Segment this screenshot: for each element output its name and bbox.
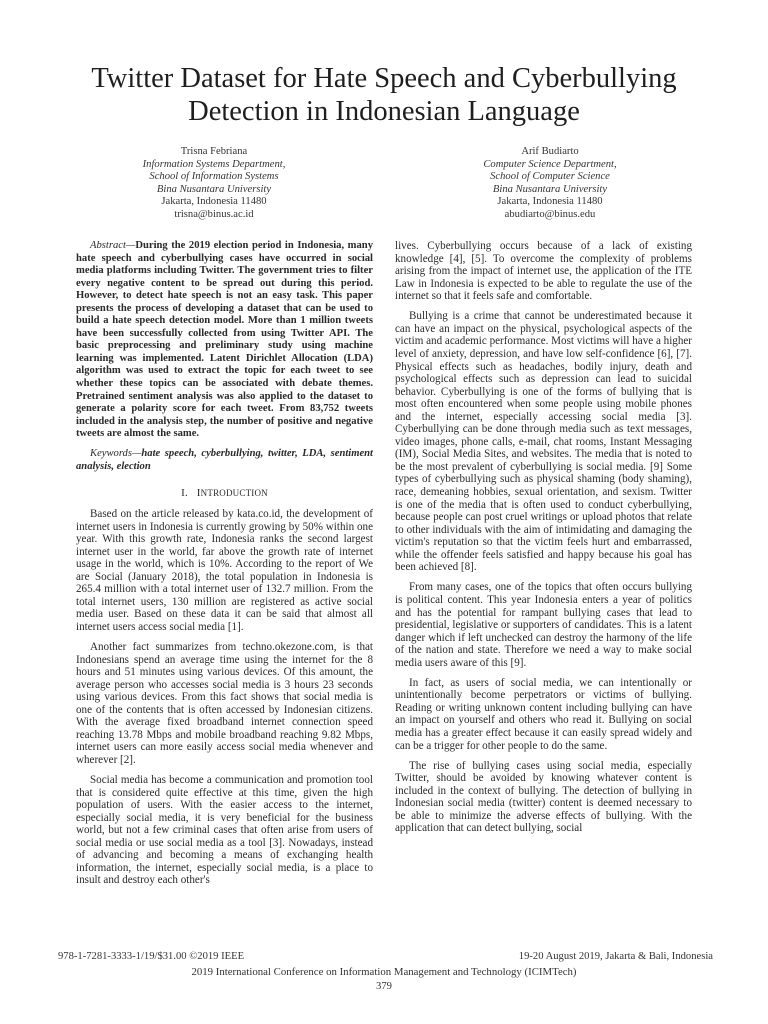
author-school: School of Information Systems bbox=[149, 171, 279, 183]
right-column bbox=[395, 240, 692, 843]
author-city: Jakarta, Indonesia 11480 bbox=[497, 196, 603, 208]
footer-dates: 19-20 August 2019, Jakarta & Bali, Indonesia bbox=[518, 951, 713, 962]
author-block-2 bbox=[420, 146, 680, 222]
footer-isbn: 978-1-7281-3333-1/19/$31.00 ©2019 IEEE bbox=[58, 951, 245, 962]
author-university: Bina Nusantara University bbox=[156, 183, 272, 195]
author-department: Computer Science Department, bbox=[483, 158, 617, 170]
section-title-rest: NTRODUCTION bbox=[200, 488, 268, 499]
author-department: Information Systems Department, bbox=[142, 158, 286, 170]
abstract bbox=[76, 240, 373, 441]
keywords bbox=[76, 448, 373, 473]
left-column bbox=[76, 240, 373, 895]
body-paragraph: Social media has become a communication and promotion tool that is considered quite effective at this time, given the high population of users. With the easier access to the internet, especially social media, it is very beneficial for the business world, but not a few criminal cases that often arise from users of social media or use social media as a tool [3]. Nowadays, instead of advancing and becoming a means of exchanging health information, the internet, especially social media, is a place to insult and destroy each other's bbox=[76, 774, 373, 887]
title-line-2: Detection in Indonesian Language bbox=[188, 96, 580, 127]
paper-title bbox=[20, 62, 748, 128]
author-school: School of Computer Science bbox=[490, 171, 610, 183]
section-number: I. bbox=[181, 487, 188, 500]
author-email: trisna@binus.ac.id bbox=[174, 208, 254, 220]
author-name: Trisna Febriana bbox=[180, 146, 248, 157]
section-title-initial: I bbox=[196, 487, 201, 500]
keywords-text: hate speech, cyberbullying, twitter, LDA, sentiment analysis, election bbox=[76, 448, 373, 472]
abstract-text: During the 2019 election period in Indonesia, many hate speech and cyberbullying cases have occurred in social media platforms including Twitter. The government tries to filter every negative content to be spread out during this period. However, to detect hate speech is not an easy task. This paper presents the process of developing a dataset that can be used to build a hate speech detection model. More than 1 million tweets have been successfully collected from using Twitter API. The basic preprocessing and preliminary study using machine learning was implemented. Latent Dirichlet Allocation (LDA) algorithm was used to extract the topic for each tweet to see whether these topics can be associated with debate themes. Pretrained sentiment analysis was also applied to the dataset to generate a polarity score for each tweet. From 83,752 tweets included in the analysis step, the number of positive and negative tweets are almost the same. bbox=[76, 240, 373, 440]
body-paragraph: The rise of bullying cases using social media, especially Twitter, should be avoided by knowing whatever content is included in the context of bullying. The detection of bullying in Indonesian social media (twitter) content is deemed necessary to be able to minimize the adverse effects of bullying. With the application that can detect bullying, social bbox=[395, 759, 692, 835]
author-email: abudiarto@binus.edu bbox=[504, 208, 596, 220]
author-university: Bina Nusantara University bbox=[492, 183, 608, 195]
body-paragraph: lives. Cyberbullying occurs because of a lack of existing knowledge [4], [5]. To overcome the complexity of problems arising from the impact of internet use, the application of the ITE Law in Indonesia is expected to be able to regulate the use of the internet so that it feels safe and comfortable. bbox=[395, 240, 692, 303]
title-line-1: Twitter Dataset for Hate Speech and Cyberbullying bbox=[91, 63, 677, 94]
page-number: 379 bbox=[376, 981, 392, 992]
author-city: Jakarta, Indonesia 11480 bbox=[161, 196, 267, 208]
footer-conference: 2019 International Conference on Information Management and Technology (ICIMTech) bbox=[191, 966, 577, 978]
section-heading-introduction bbox=[76, 487, 373, 500]
body-paragraph: Based on the article released by kata.co.id, the development of internet users in Indonesia is currently growing by 50% within one year. With this growth rate, Indonesia ranks the second largest internet user in the world, far above the growth rate of internet usage in the world, which is 10%. According to the report of We are Social (January 2018), the total population in Indonesia is 265.4 million with a total internet user of 132.7 million. From the total internet users, 130 million are registered as active social media user. Based on these data it can be said that almost all internet users access social media [1]. bbox=[76, 507, 373, 633]
body-paragraph: In fact, as users of social media, we can intentionally or unintentionally become perpetrators or victims of bullying. Reading or writing unknown content including bullying can have an impact on yourself and others who read it. Bullying on social media has a greater effect because it can easily spread widely and can be a trigger for other people to do the same. bbox=[395, 676, 692, 752]
author-name: Arif Budiarto bbox=[521, 146, 579, 157]
body-paragraph: From many cases, one of the topics that often occurs bullying is political content. This year Indonesia enters a year of politics and has the potential for rampant bullying cases that lead to presidential, legislative or supporters of candidates. This is a latent danger which if left unchecked can destroy the harmony of the life of the nation and state. Therefore we need a way to make social media users aware of this [9]. bbox=[395, 581, 692, 669]
body-paragraph: Another fact summarizes from techno.okezone.com, is that Indonesians spend an average time using the internet for the 8 hours and 51 minutes using various devices. Of this amount, the average person who accesses social media is 3 hours 23 seconds using various devices. From this fact shows that social media is one of the contents that is often accessed by Indonesian citizens. With the average fixed broadband internet connection speed reaching 13.78 Mbps and mobile broadband reaching 9.82 Mbps, internet users can more easily access social media whenever and wherever [2]. bbox=[76, 641, 373, 766]
author-block-1 bbox=[84, 146, 344, 222]
abstract-label: Abstract— bbox=[90, 240, 136, 251]
keywords-label: Keywords— bbox=[90, 448, 142, 460]
body-paragraph: Bullying is a crime that cannot be underestimated because it can have an impact on the physical, psychological aspects of the victim and academic performance. Most victims will have a higher level of anxiety, depression, and have low self-confidence [6], [7]. Physical effects such as headaches, bodily injury, death and psychological effects such as depression can lead to suicidal behavior. Cyberbullying is one of the forms of bullying that is most often encountered when some people using mobile phones and the internet, especially accessing social media [3]. Cyberbullying can be done through media such as text messages, video images, phone calls, e-mail, chat rooms, Instant Messaging (IM), Social Media Sites, and websites. The media that is noted to be the most prevalent of cyberbullying is social media. [9] Some types of cyberbullying such as physical shaming (body shaming), race, demeaning hobbies, sexual orientation, and sexism. Twitter is one of the media that is often used to conduct cyberbullying, because people can post cruel writings or upload photos that relate to other individuals with the aim of intimidating and damaging the victim's reputation so that the victim feels hurt and embarrassed, while the offender feels satisfied and happy because his goal has been achieved [8]. bbox=[395, 310, 692, 574]
